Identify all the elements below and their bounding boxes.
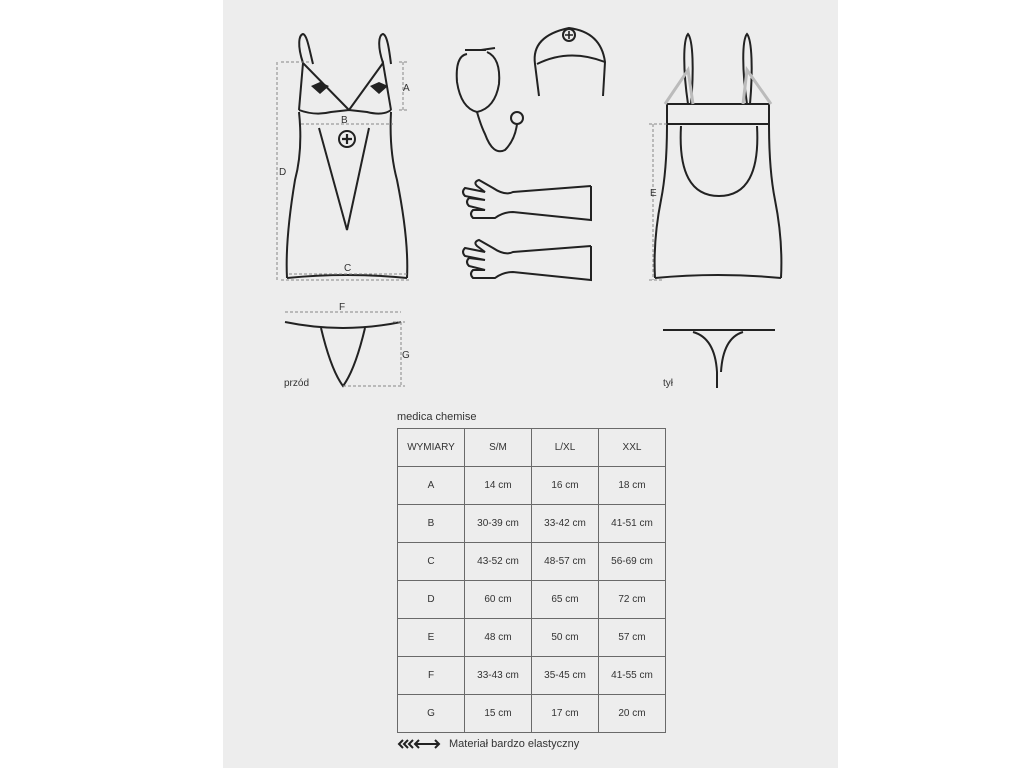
table-cell: 33-42 cm: [532, 505, 599, 543]
table-cell: 60 cm: [465, 581, 532, 619]
header-cell: WYMIARY: [398, 429, 465, 467]
table-header-row: [398, 429, 666, 467]
lace-cups-back: [665, 70, 771, 104]
dimension-lines-thong: [285, 312, 405, 386]
label-e: E: [650, 188, 657, 199]
table-cell: 33-43 cm: [465, 657, 532, 695]
table-cell: 20 cm: [599, 695, 666, 733]
table-cell: G: [398, 695, 465, 733]
table-cell: 43-52 cm: [465, 543, 532, 581]
label-c: C: [344, 263, 352, 274]
table-cell: 56-69 cm: [599, 543, 666, 581]
table-row: [398, 619, 666, 657]
table-cell: 41-51 cm: [599, 505, 666, 543]
table-cell: 15 cm: [465, 695, 532, 733]
nurse-cap-icon: [535, 28, 605, 96]
thong-back-drawing: [663, 330, 775, 388]
bow-icon: [311, 82, 388, 94]
table-cell: C: [398, 543, 465, 581]
glove-icon: [463, 180, 591, 280]
table-row: [398, 695, 666, 733]
legend-text: Materiał bardzo elastyczny: [449, 738, 580, 750]
size-table: [397, 428, 666, 733]
garment-drawings: [223, 0, 838, 400]
table-cell: 16 cm: [532, 467, 599, 505]
table-cell: A: [398, 467, 465, 505]
medical-cross-badge: [339, 131, 355, 147]
stethoscope-icon: [457, 48, 523, 151]
table-row: [398, 467, 666, 505]
chemise-front-drawing: [287, 34, 408, 278]
thong-front-drawing: [285, 322, 401, 386]
label-f: F: [339, 302, 346, 313]
table-cell: 35-45 cm: [532, 657, 599, 695]
table-cell: B: [398, 505, 465, 543]
label-b: B: [341, 115, 348, 126]
table-cell: D: [398, 581, 465, 619]
header-cell: XXL: [599, 429, 666, 467]
label-front: przód: [284, 378, 310, 389]
table-cell: 14 cm: [465, 467, 532, 505]
table-cell: 50 cm: [532, 619, 599, 657]
label-g: G: [402, 350, 410, 361]
table-title: medica chemise: [397, 411, 477, 423]
table-cell: 65 cm: [532, 581, 599, 619]
table-row: [398, 505, 666, 543]
label-d: D: [279, 167, 287, 178]
legend: [397, 737, 579, 751]
table-cell: E: [398, 619, 465, 657]
table-cell: 48-57 cm: [532, 543, 599, 581]
table-cell: 72 cm: [599, 581, 666, 619]
table-row: [398, 581, 666, 619]
stretch-arrows-icon: [397, 738, 443, 750]
table-cell: 18 cm: [599, 467, 666, 505]
header-cell: L/XL: [532, 429, 599, 467]
table-cell: 57 cm: [599, 619, 666, 657]
table-cell: 30-39 cm: [465, 505, 532, 543]
table-cell: 17 cm: [532, 695, 599, 733]
chemise-back-drawing: [655, 34, 782, 278]
label-back: tył: [663, 378, 673, 389]
size-chart-sheet: [223, 0, 838, 768]
table-cell: 41-55 cm: [599, 657, 666, 695]
table-cell: 48 cm: [465, 619, 532, 657]
table-row: [398, 657, 666, 695]
table-row: [398, 543, 666, 581]
label-a: A: [403, 83, 410, 94]
header-cell: S/M: [465, 429, 532, 467]
table-cell: F: [398, 657, 465, 695]
